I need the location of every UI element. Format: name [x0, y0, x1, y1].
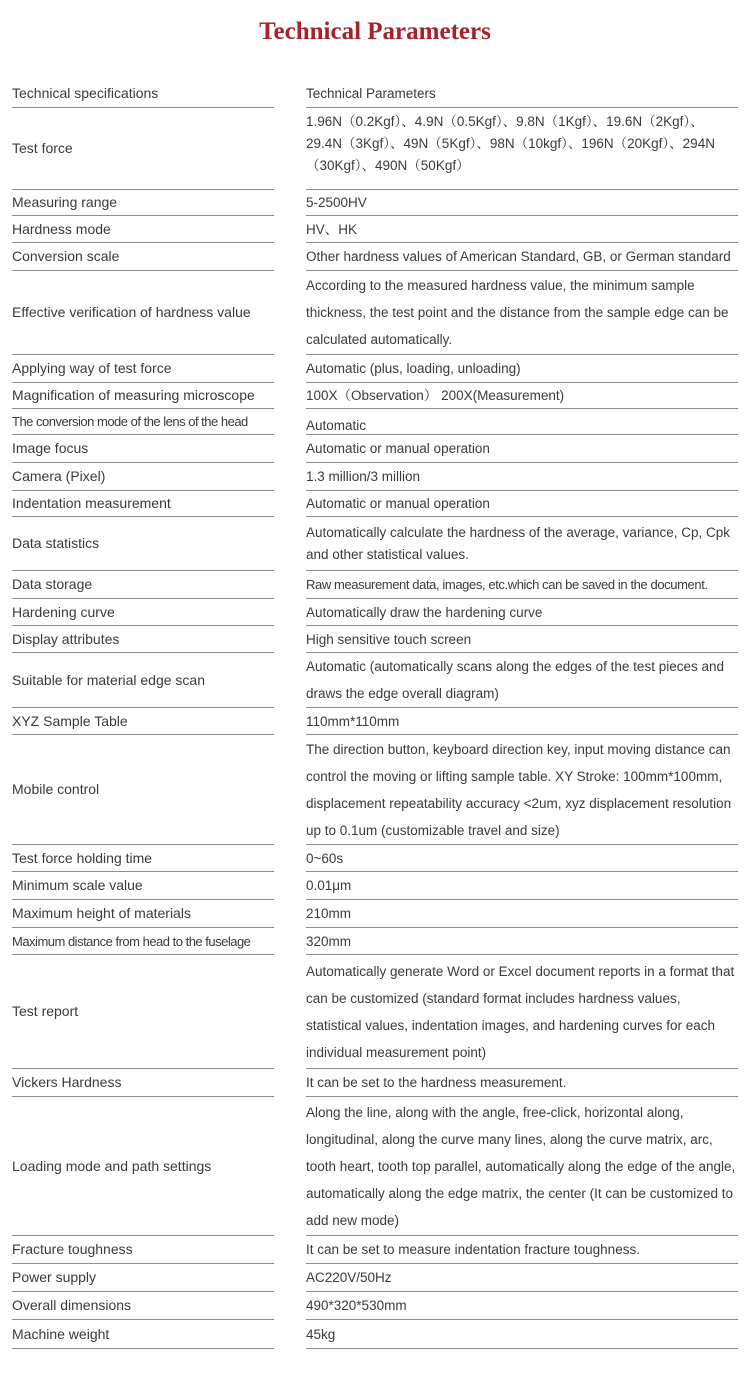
parameter-label-text: Image focus	[12, 440, 89, 456]
parameter-label	[12, 845, 274, 872]
table-row	[0, 928, 750, 955]
parameter-value	[306, 1069, 738, 1097]
parameter-value	[306, 1097, 738, 1236]
parameter-label-text: Suitable for material edge scan	[12, 671, 205, 688]
parameter-label	[12, 108, 274, 190]
table-row	[0, 243, 750, 271]
parameter-label	[12, 928, 274, 955]
table-row	[0, 216, 750, 243]
parameter-value-text: Automatic or manual operation	[306, 496, 490, 511]
parameter-value	[306, 409, 738, 435]
parameter-value-text: Other hardness values of American Standard, GB, or German standard	[306, 249, 731, 264]
parameter-value	[306, 271, 738, 355]
parameter-value-text: 320mm	[306, 933, 352, 949]
parameter-label	[12, 463, 274, 491]
parameter-label-text: Overall dimensions	[12, 1297, 132, 1313]
parameter-label-text: XYZ Sample Table	[12, 712, 128, 729]
table-row	[0, 383, 750, 409]
parameter-label-text: Effective verification of hardness value	[12, 304, 251, 320]
parameter-label	[12, 80, 274, 108]
parameter-value	[306, 626, 738, 653]
parameter-value	[306, 243, 738, 271]
page-title: Technical Parameters	[259, 18, 491, 45]
parameter-label	[12, 355, 274, 383]
parameter-value	[306, 383, 738, 409]
parameter-value-text: Raw measurement data, images, etc.which can be saved in the document.	[306, 577, 708, 592]
table-row	[0, 955, 750, 1069]
parameter-label	[12, 243, 274, 271]
table-row	[0, 872, 750, 900]
parameter-value	[306, 955, 738, 1069]
parameter-value-text: AC220V/50Hz	[306, 1270, 392, 1285]
parameter-label-text: Mobile control	[12, 781, 100, 797]
parameter-label	[12, 955, 274, 1069]
parameter-value-text: 490*320*530mm	[306, 1298, 407, 1313]
parameter-label	[12, 435, 274, 463]
parameter-value-text: It can be set to measure indentation fracture toughness.	[306, 1242, 640, 1257]
parameter-value	[306, 900, 738, 928]
table-row	[0, 1236, 750, 1264]
parameter-value-text: Automatic (automatically scans along the edges of the test pieces and draws the edge overall diagram)	[306, 659, 724, 701]
parameter-label	[12, 190, 274, 216]
parameter-label	[12, 517, 274, 571]
table-row	[0, 1097, 750, 1236]
parameter-value-text: Automatically draw the hardening curve	[306, 604, 543, 620]
table-row	[0, 355, 750, 383]
parameter-label	[12, 653, 274, 708]
parameter-value	[306, 517, 738, 571]
parameter-value	[306, 463, 738, 491]
parameter-label-text: Technical specifications	[12, 85, 159, 101]
table-row	[0, 108, 750, 190]
table-row	[0, 1320, 750, 1349]
parameter-label	[12, 872, 274, 900]
parameter-value	[306, 80, 738, 108]
table-row	[0, 491, 750, 517]
parameter-label-text: Data statistics	[12, 535, 100, 551]
table-row	[0, 708, 750, 735]
parameter-value-text: 45kg	[306, 1326, 336, 1342]
parameter-value-text: 1.3 million/3 million	[306, 469, 421, 484]
parameter-value-text: Technical Parameters	[306, 86, 436, 101]
parameter-label	[12, 626, 274, 653]
parameter-value-text: 210mm	[306, 906, 352, 921]
parameter-label	[12, 383, 274, 409]
parameter-value	[306, 1292, 738, 1320]
parameter-label-text: The conversion mode of the lens of the head	[12, 414, 248, 429]
parameter-label-text: Test force holding time	[12, 849, 153, 866]
parameter-label	[12, 216, 274, 243]
parameter-label	[12, 599, 274, 626]
parameter-label-text: Minimum scale value	[12, 877, 143, 893]
parameter-label-text: Hardening curve	[12, 603, 115, 620]
parameter-label-text: Camera (Pixel)	[12, 468, 106, 484]
parameter-label-text: Indentation measurement	[12, 495, 171, 511]
parameter-value-text: 1.96N（0.2Kgf）、4.9N（0.5Kgf）、9.8N（1Kgf）、19.6N（2Kgf）、29.4N（3Kgf）、49N（5Kgf）、98N（10kgf）、196N（20Kgf）、294N（30Kgf）、490N（50Kgf）	[306, 114, 715, 173]
parameter-value	[306, 190, 738, 216]
parameter-label	[12, 900, 274, 928]
parameter-value	[306, 653, 738, 708]
table-row	[0, 517, 750, 571]
parameter-value	[306, 735, 738, 845]
parameter-value	[306, 355, 738, 383]
table-row	[0, 599, 750, 626]
table-row	[0, 845, 750, 872]
parameter-value	[306, 928, 738, 955]
parameter-value-text: Along the line, along with the angle, free-click, horizontal along, longitudinal, along the curve many lines, along the curve matrix, arc, tooth heart, tooth top parallel, automatically along the edge of the angle, automatically along the edge matrix, the center (It can be customized to add new mode)	[306, 1104, 736, 1228]
parameter-label	[12, 1264, 274, 1292]
parameter-label-text: Measuring range	[12, 194, 118, 210]
parameter-value	[306, 1236, 738, 1264]
parameter-label-text: Data storage	[12, 576, 93, 592]
parameter-label	[12, 1097, 274, 1236]
parameter-value-text: 100X（Observation） 200X(Measurement)	[306, 388, 565, 403]
table-row	[0, 1292, 750, 1320]
table-row	[0, 190, 750, 216]
parameter-label	[12, 571, 274, 599]
parameter-value	[306, 708, 738, 735]
parameter-value-text: Automatic or manual operation	[306, 441, 490, 456]
parameter-value	[306, 571, 738, 599]
parameter-value-text: 110mm*110mm	[306, 713, 400, 729]
parameter-label-text: Maximum height of materials	[12, 905, 191, 921]
parameter-label-text: Hardness mode	[12, 220, 111, 237]
parameter-label	[12, 271, 274, 355]
parameter-value-text: HV、HK	[306, 221, 358, 237]
parameter-value	[306, 216, 738, 243]
parameter-label	[12, 1236, 274, 1264]
parameter-label	[12, 491, 274, 517]
parameter-label	[12, 1320, 274, 1349]
parameter-label-text: Fracture toughness	[12, 1241, 133, 1257]
parameter-value-text: 5-2500HV	[306, 195, 367, 210]
table-row	[0, 1264, 750, 1292]
table-row	[0, 80, 750, 108]
parameter-value-text: It can be set to the hardness measurement.	[306, 1075, 567, 1090]
parameter-label-text: Power supply	[12, 1269, 97, 1285]
parameter-label	[12, 409, 274, 435]
parameter-value	[306, 1264, 738, 1292]
table-row	[0, 900, 750, 928]
table-row	[0, 571, 750, 599]
parameter-value-text: Automatic (plus, loading, unloading)	[306, 361, 521, 376]
parameter-value-text: Automatic	[306, 418, 367, 433]
parameter-label-text: Magnification of measuring microscope	[12, 387, 255, 403]
parameter-value	[306, 108, 738, 190]
parameter-label-text: Test force	[12, 140, 73, 156]
parameter-value	[306, 845, 738, 872]
parameter-label-text: Applying way of test force	[12, 360, 172, 376]
parameter-label-text: Vickers Hardness	[12, 1074, 122, 1090]
parameter-value-text: Automatically generate Word or Excel document reports in a format that can be customized (standard format includes hardness values, statistical values, indentation images, and hardening curves for each individual measurement point)	[306, 963, 735, 1060]
parameter-label-text: Display attributes	[12, 630, 120, 647]
parameter-value	[306, 872, 738, 900]
parameter-label-text: Test report	[12, 1003, 79, 1019]
parameter-value	[306, 435, 738, 463]
table-row	[0, 735, 750, 845]
parameter-value	[306, 1320, 738, 1349]
table-row	[0, 463, 750, 491]
parameter-label	[12, 1069, 274, 1097]
parameter-value-text: 0.01μm	[306, 878, 352, 893]
parameter-label-text: Conversion scale	[12, 248, 120, 264]
parameter-label	[12, 1292, 274, 1320]
parameter-label	[12, 708, 274, 735]
table-row	[0, 271, 750, 355]
parameter-value	[306, 599, 738, 626]
table-row	[0, 626, 750, 653]
parameter-value-text: Automatically calculate the hardness of the average, variance, Cp, Cpk and other statistical values.	[306, 524, 730, 562]
parameter-label-text: Machine weight	[12, 1325, 110, 1342]
table-row	[0, 435, 750, 463]
parameter-value-text: 0~60s	[306, 850, 344, 866]
parameter-label-text: Loading mode and path settings	[12, 1157, 212, 1174]
parameter-label-text: Maximum distance from head to the fuselage	[12, 933, 251, 949]
table-row	[0, 409, 750, 435]
parameter-label	[12, 735, 274, 845]
table-row	[0, 1069, 750, 1097]
parameter-value-text: According to the measured hardness value, the minimum sample thickness, the test point and the distance from the sample edge can be calculated automatically.	[306, 278, 729, 347]
parameter-value-text: High sensitive touch screen	[306, 631, 472, 647]
table-row	[0, 653, 750, 708]
parameter-value-text: The direction button, keyboard direction key, input moving distance can control the moving or lifting sample table. XY Stroke: 100mm*100mm, displacement repeatability accuracy <2um, xyz displacement resolution up to 0.1um (customizable travel and size)	[306, 741, 732, 838]
parameter-value	[306, 491, 738, 517]
